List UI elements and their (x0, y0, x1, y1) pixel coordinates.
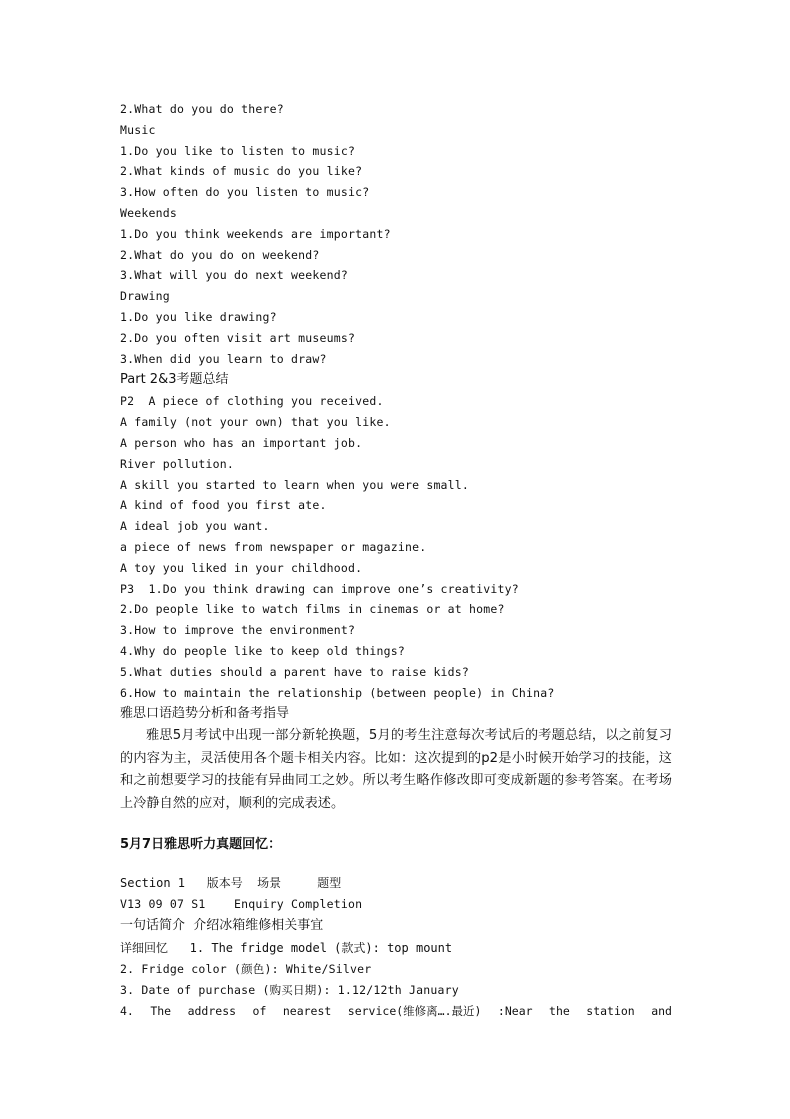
question-line: 3.When did you learn to draw? (120, 351, 327, 366)
spacer (120, 815, 672, 834)
question-line: 2.What do you do there? (120, 102, 284, 116)
answer-4-word: and (651, 1003, 672, 1018)
part23-heading: Part 2&3考题总结 (120, 372, 229, 388)
trend-heading: 雅思口语趋势分析和备考指导 (120, 706, 290, 722)
topic-line: 4.Why do people like to keep old things? (120, 643, 405, 658)
trend-paragraph: 雅思5月考试中出现一部分新轮换题，5月的考生注意每次考试后的考题总结，以之前复习的内容为主，灵活使用各个题卡相关内容。比如：这次提到的p2是小时候开始学习的技能，这和之前想要学习的技能有异曲同工之妙。所以考生略作修改即可变成新题的参考答案。在考场上冷静自然的应对，顺利的完成表述。 (120, 728, 672, 811)
topic-line: P3 1.Do you think drawing can improve one’s creativity? (120, 581, 519, 596)
question-line: 1.Do you like drawing? (120, 309, 277, 324)
listening-heading: 5月7日雅思听力真题回忆： (120, 837, 282, 853)
question-line: 1.Do you think weekends are important? (120, 226, 391, 241)
topic-line: A family (not your own) that you like. (120, 415, 391, 430)
topic-line: A toy you liked in your childhood. (120, 560, 363, 575)
topic-line: 6.How to maintain the relationship (between people) in China? (120, 685, 555, 700)
topic-line: A kind of food you first ate. (120, 498, 327, 513)
speaking-part1-questions (120, 99, 672, 369)
detail-line: 详细回忆 1. The fridge model (款式): top mount (120, 941, 453, 956)
answer-4-word: The (150, 1003, 172, 1018)
answer-4-word: 4. (120, 1003, 134, 1018)
document-body (120, 99, 672, 1022)
answer-4-word: service(维修离….最近) (347, 1003, 482, 1018)
topic-line: 3.How to improve the environment? (120, 623, 356, 638)
topic-line: A skill you started to learn when you were small. (120, 477, 470, 492)
spacer (120, 856, 672, 872)
question-line: Music (120, 122, 156, 137)
topic-line: River pollution. (120, 456, 234, 471)
answer-4-word: :Near (497, 1003, 533, 1018)
question-line: Drawing (120, 289, 170, 304)
question-line: 2.What do you do on weekend? (120, 247, 320, 262)
answer-4-word: station (586, 1003, 635, 1018)
answer-3: 3. Date of purchase (购买日期): 1.12/12th January (120, 982, 459, 997)
question-line: 2.Do you often visit art museums? (120, 330, 356, 345)
topic-line: P2 A piece of clothing you received. (120, 394, 384, 409)
topic-line: A person who has an important job. (120, 435, 363, 450)
question-line: 3.How often do you listen to music? (120, 185, 370, 200)
speaking-part2-3-topics (120, 391, 672, 703)
answer-4-word: the (549, 1003, 570, 1018)
question-line: 2.What kinds of music do you like? (120, 164, 363, 179)
answer-4 (120, 1001, 672, 1022)
topic-line: 5.What duties should a parent have to raise kids? (120, 664, 470, 679)
version-line: V13 09 07 S1 Enquiry Completion (120, 897, 363, 912)
section-line: Section 1 版本号 场景 题型 (120, 876, 342, 891)
topic-line: A ideal job you want. (120, 519, 270, 534)
question-line: 3.What will you do next weekend? (120, 268, 348, 283)
question-line: 1.Do you like to listen to music? (120, 143, 356, 158)
summary-line: 一句话简介 介绍冰箱维修相关事宜 (120, 918, 324, 934)
answer-4-word: address (187, 1003, 237, 1018)
answer-4-word: nearest (282, 1003, 332, 1018)
answer-4-word: of (252, 1003, 267, 1018)
topic-line: a piece of news from newspaper or magazine. (120, 539, 427, 554)
topic-line: 2.Do people like to watch films in cinemas or at home? (120, 602, 505, 617)
question-line: Weekends (120, 205, 177, 220)
answer-2: 2. Fridge color (颜色): White/Silver (120, 962, 372, 977)
